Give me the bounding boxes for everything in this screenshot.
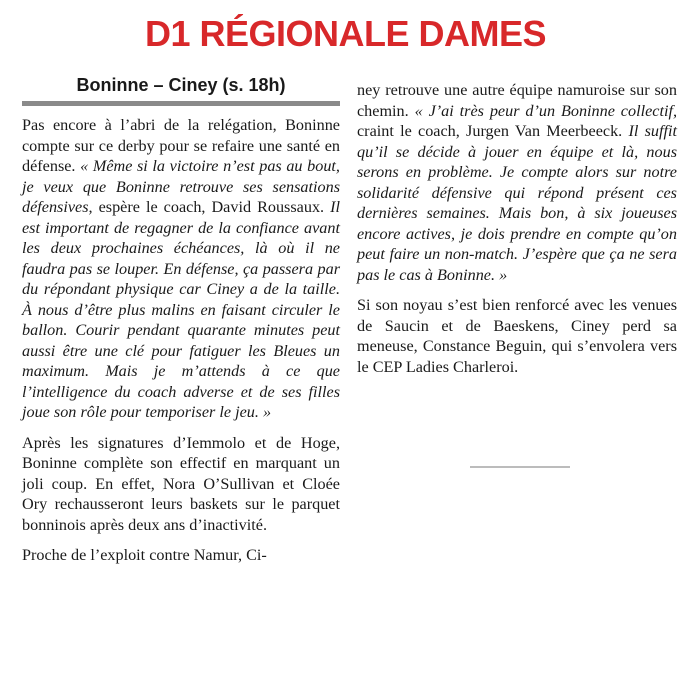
article-end-rule: [470, 466, 570, 468]
left-p1-attribution: espère le coach, David Roussaux.: [92, 198, 331, 216]
left-p1-intro: Pas encore à l’abri de la relégation, Boninne compte sur ce derby pour se refaire une santé en défense.: [22, 116, 340, 175]
match-subhead: Boninne – Ciney (s. 18h): [76, 75, 286, 95]
right-paragraph-1: [357, 80, 677, 285]
left-paragraph-1: [22, 115, 340, 423]
right-p1-quote-1: « J’ai très peur d’un Boninne collectif,: [414, 101, 677, 120]
left-p1-quote-1: « Même si la victoire n’est pas au bout, je veux que Boninne retrouve ses sensations défensives,: [22, 157, 340, 216]
left-p1-quote-2: Il est important de regagner de la confiance avant les deux prochaines échéances, là où il ne faudra pas se louper. En défense, ça passera par du répondant physique car Ciney a de la taille. À nous d’être plus malins en faisant circuler le ballon. Courir pendant quarante minutes peut aussi être une clé pour fatiguer les Bleues un maximum. Mais je m’attends à ce que l’intelligence du coach adverse et de ses filles joue son rôle pour temporiser le jeu. »: [22, 198, 340, 421]
right-p1-attribution: craint le coach, Jurgen Van Meerbeeck.: [357, 122, 629, 140]
left-paragraph-3: Proche de l’exploit contre Namur, Ci-: [22, 546, 267, 564]
subhead-rule: [22, 101, 340, 106]
left-column: [22, 115, 340, 566]
right-column: [357, 80, 677, 377]
headline: D1 RÉGIONALE DAMES: [144, 13, 547, 54]
right-paragraph-2: Si son noyau s’est bien renforcé avec les venues de Saucin et de Baeskens, Ciney perd sa meneuse, Constance Beguin, qui s’envolera vers le CEP Ladies Charleroi.: [357, 296, 677, 376]
right-p1-start: ney retrouve une autre équipe namuroise sur son chemin.: [357, 81, 677, 120]
right-p1-quote-2: Il suffit qu’il se décide à jouer en équipe et là, nous serons en problème. Je compte alors sur notre solidarité défensive qui répond présent ces dernières semaines. Mais bon, à six joueuses encore actives, je dois prendre en compte qu’on peut faire un non-match. J’espère que ça ne sera pas le cas à Boninne. »: [357, 122, 677, 284]
left-paragraph-2: Après les signatures d’Iemmolo et de Hoge, Boninne complète son effectif en marquant un joli coup. En effet, Nora O’Sullivan et Cloée Ory rechausseront leurs baskets sur le parquet bonninois après deux ans d’inactivité.: [22, 433, 340, 534]
